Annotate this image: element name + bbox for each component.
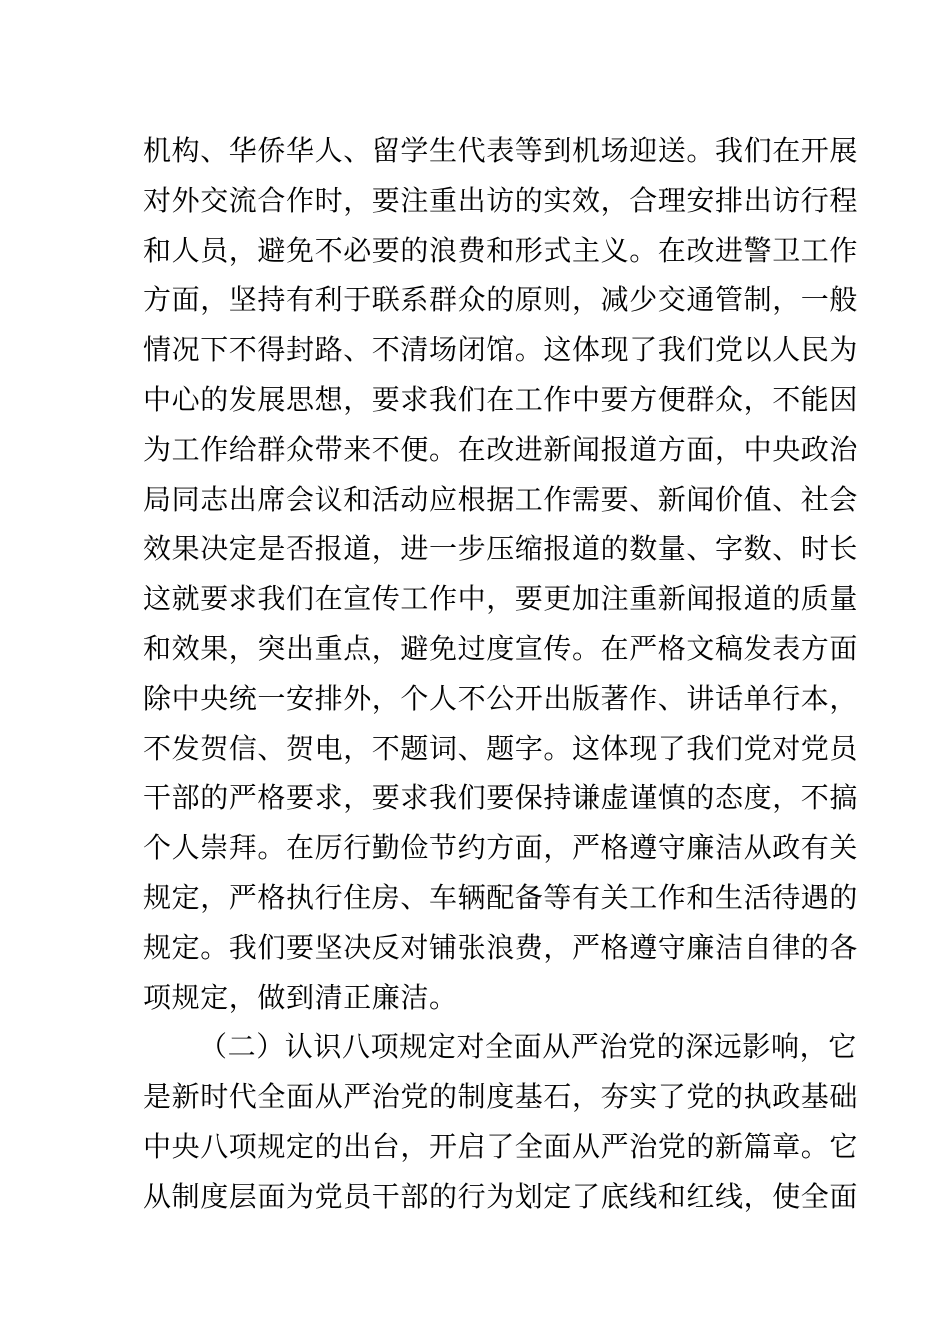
text-line-9: 效果决定是否报道，进一步压缩报道的数量、字数、时长 <box>143 532 859 566</box>
text-line-17: 规定。我们要坚决反对铺张浪费，严格遵守廉洁自律的各 <box>143 930 859 964</box>
text-line-6: 中心的发展思想，要求我们在工作中要方便群众，不能因 <box>143 382 859 416</box>
text-line-14: 干部的严格要求，要求我们要保持谦虚谨慎的态度，不搞 <box>143 781 859 815</box>
text-line-21: 中央八项规定的出台，开启了全面从严治党的新篇章。它 <box>143 1129 859 1163</box>
text-line-4: 方面，坚持有利于联系群众的原则，减少交通管制，一般 <box>143 283 859 317</box>
text-line-15: 个人崇拜。在厉行勤俭节约方面，严格遵守廉洁从政有关 <box>143 831 859 865</box>
text-line-11: 和效果，突出重点，避免过度宣传。在严格文稿发表方面 <box>143 631 859 665</box>
text-line-2: 对外交流合作时，要注重出访的实效，合理安排出访行程 <box>143 183 859 217</box>
text-line-18: 项规定，做到清正廉洁。 <box>143 980 458 1014</box>
text-line-12: 除中央统一安排外，个人不公开出版著作、讲话单行本， <box>143 681 859 715</box>
text-line-22: 从制度层面为党员干部的行为划定了底线和红线，使全面 <box>143 1179 859 1213</box>
text-line-8: 局同志出席会议和活动应根据工作需要、新闻价值、社会 <box>143 482 859 516</box>
text-line-10: 这就要求我们在宣传工作中，要更加注重新闻报道的质量 <box>143 582 859 616</box>
text-line-16: 规定，严格执行住房、车辆配备等有关工作和生活待遇的 <box>143 880 859 914</box>
text-line-1: 机构、华侨华人、留学生代表等到机场迎送。我们在开展 <box>143 134 859 167</box>
section-heading-line: （二）认识八项规定对全面从严治党的深远影响，它 <box>199 1030 857 1064</box>
body-text <box>143 126 859 1222</box>
text-line-5: 情况下不得封路、不清场闭馆。这体现了我们党以人民为 <box>143 333 859 367</box>
text-line-20: 是新时代全面从严治党的制度基石，夯实了党的执政基础 <box>143 1080 859 1114</box>
text-line-3: 和人员，避免不必要的浪费和形式主义。在改进警卫工作 <box>143 233 859 267</box>
text-line-13: 不发贺信、贺电，不题词、题字。这体现了我们党对党员 <box>143 731 859 765</box>
text-line-7: 为工作给群众带来不便。在改进新闻报道方面，中央政治 <box>143 432 859 466</box>
